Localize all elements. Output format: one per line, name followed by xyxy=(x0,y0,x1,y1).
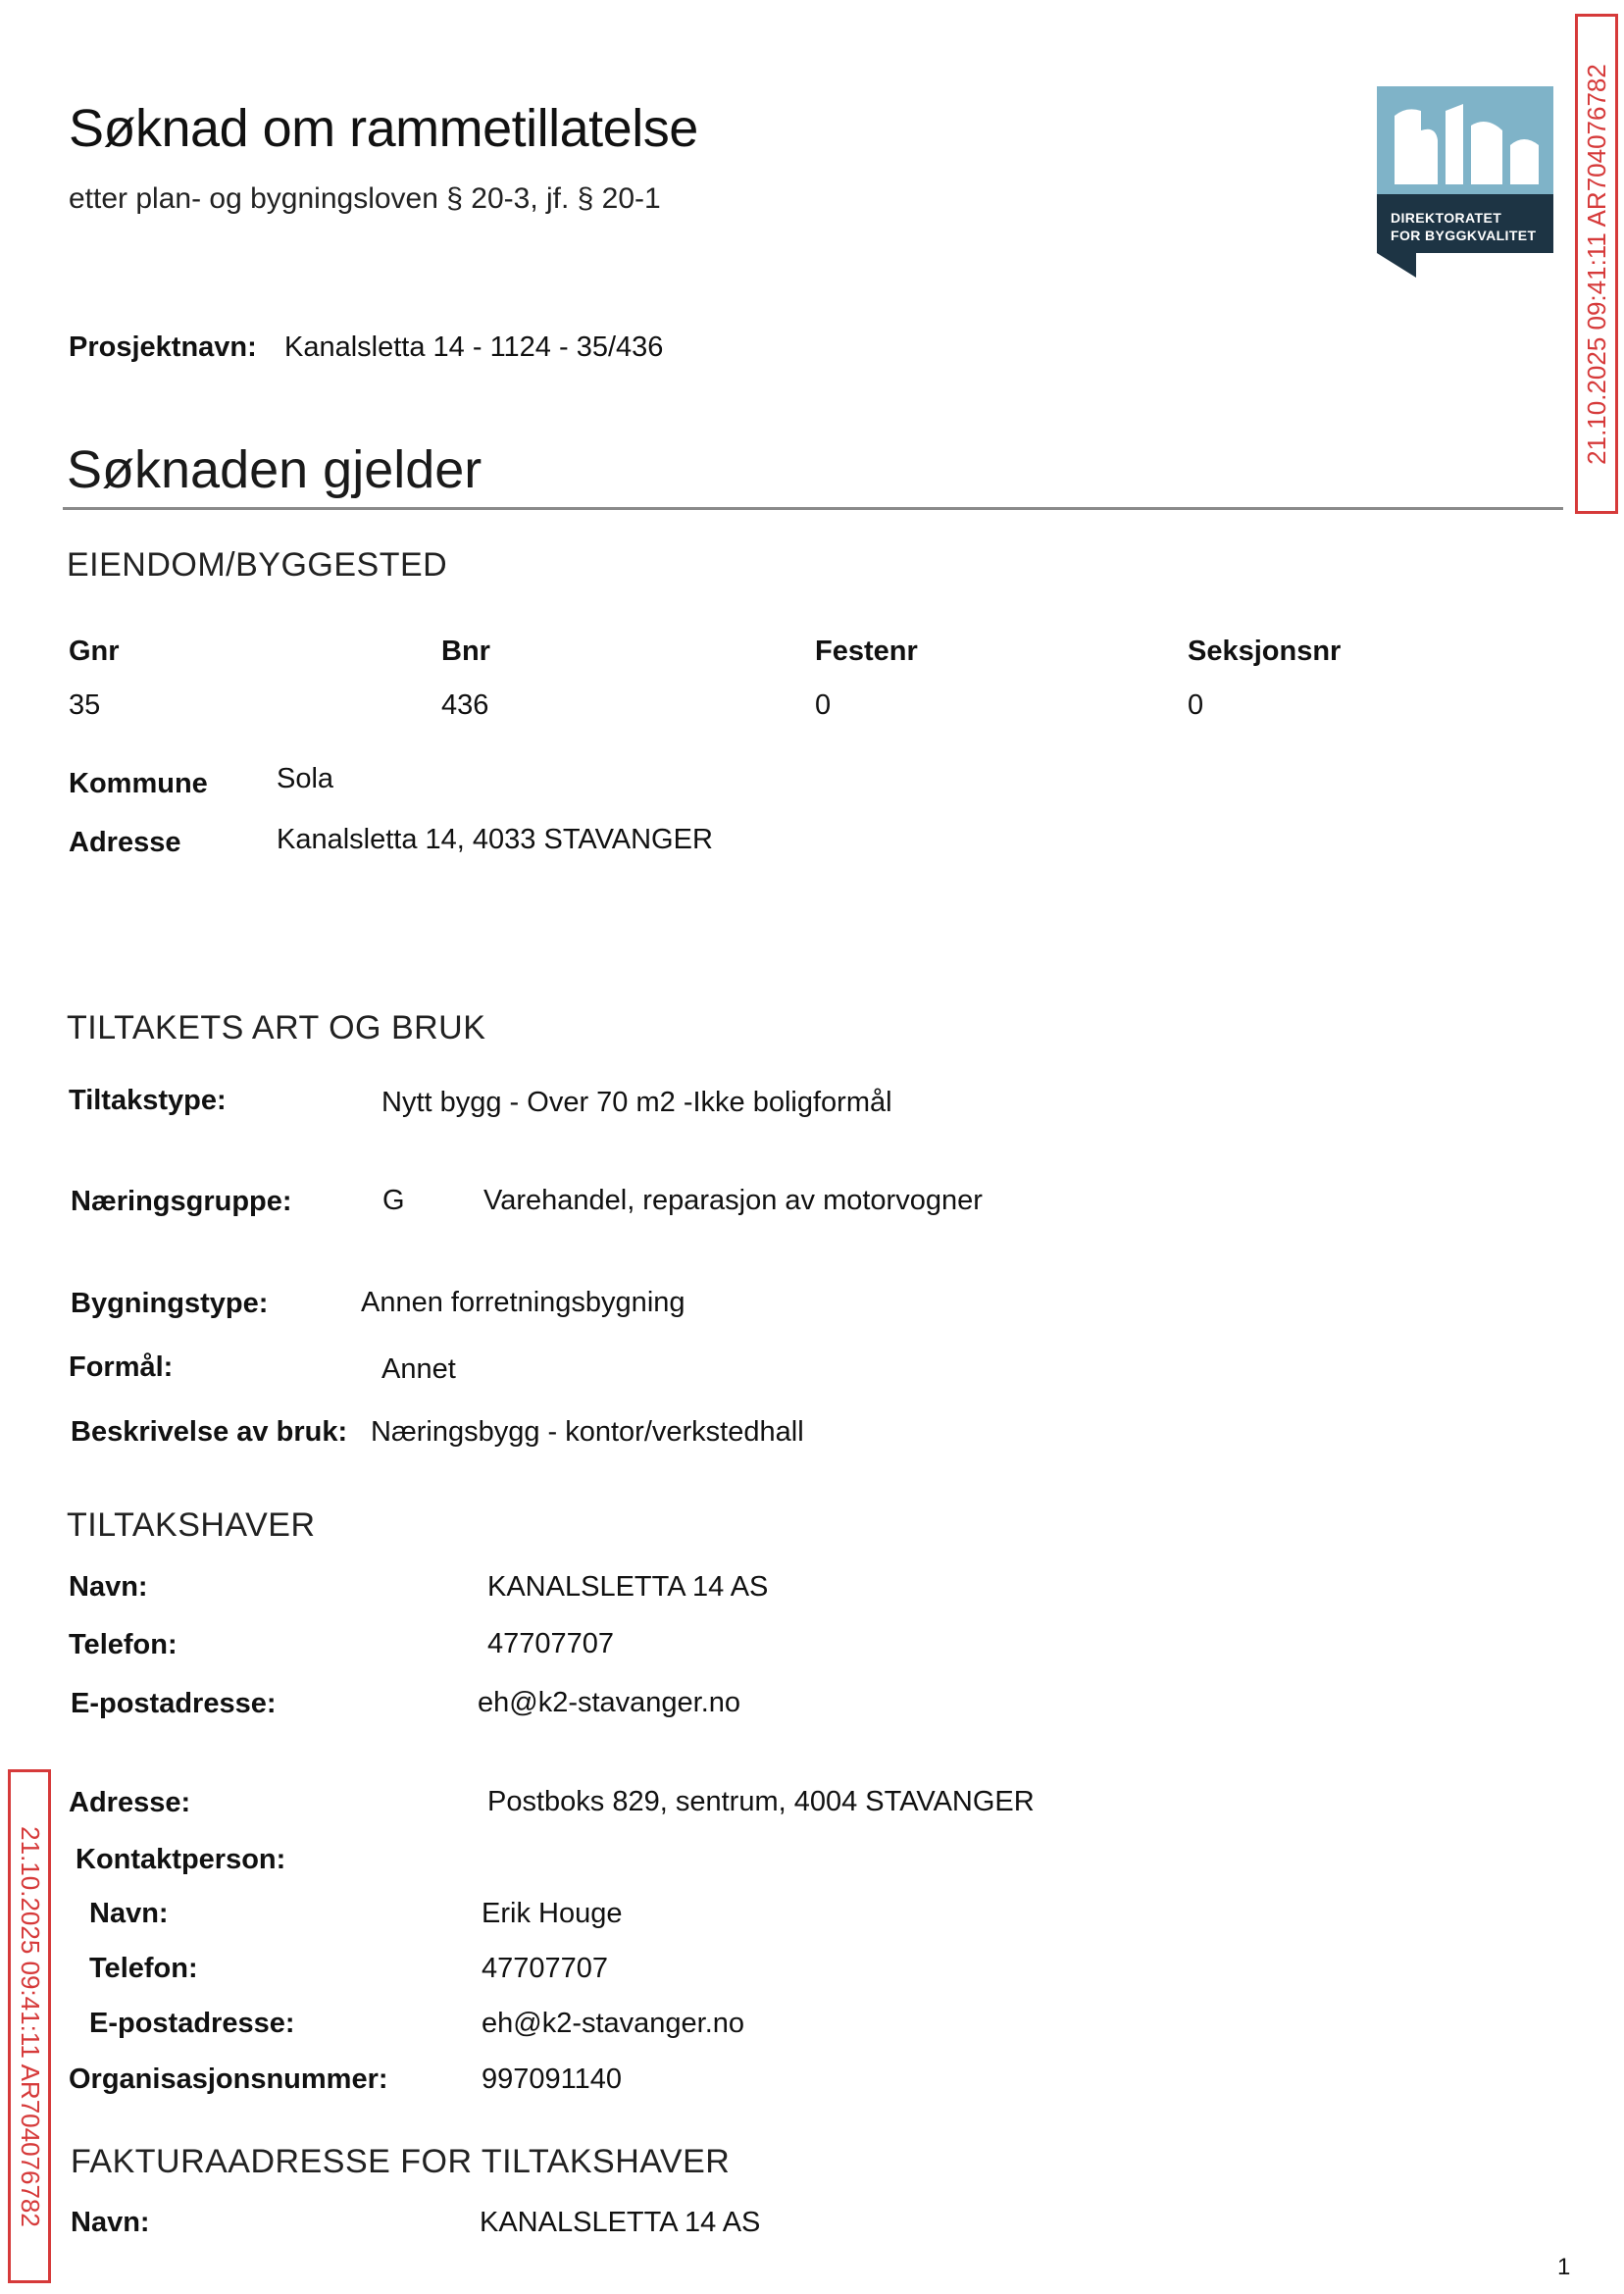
faktura-navn-value: KANALSLETTA 14 AS xyxy=(480,2207,761,2238)
bygningstype-label: Bygningstype: xyxy=(71,1288,269,1319)
tiltakstype-value: Nytt bygg - Over 70 m2 -Ikke boligformål xyxy=(381,1087,892,1118)
formal-label: Formål: xyxy=(69,1351,174,1383)
kontaktperson-label: Kontaktperson: xyxy=(76,1844,286,1875)
adresse-value: Kanalsletta 14, 4033 STAVANGER xyxy=(277,824,713,855)
document-subtitle: etter plan- og bygningsloven § 20-3, jf. § 20-1 xyxy=(69,182,661,215)
naeringsgruppe-code: G xyxy=(382,1185,405,1216)
dibk-logo-icon xyxy=(1377,86,1553,278)
kontaktperson-telefon-label: Telefon: xyxy=(89,1953,198,1984)
page-number: 1 xyxy=(1557,2254,1571,2280)
festenr-value: 0 xyxy=(815,689,832,721)
tiltak-heading: TILTAKETS ART OG BRUK xyxy=(67,1009,486,1046)
kontaktperson-epost-label: E-postadresse: xyxy=(89,2008,295,2039)
tiltakshaver-adresse-value: Postboks 829, sentrum, 4004 STAVANGER xyxy=(487,1786,1035,1817)
naeringsgruppe-label: Næringsgruppe: xyxy=(71,1186,292,1217)
logo-text-line2: FOR BYGGKVALITET xyxy=(1391,228,1537,243)
timestamp-stamp-right xyxy=(1575,14,1618,514)
tiltakshaver-epost-label: E-postadresse: xyxy=(71,1688,277,1719)
kontaktperson-telefon-value: 47707707 xyxy=(482,1953,609,1984)
project-name-value: Kanalsletta 14 - 1124 - 35/436 xyxy=(284,331,664,363)
timestamp-stamp-left xyxy=(8,1769,51,2283)
tiltakshaver-epost-value: eh@k2-stavanger.no xyxy=(478,1687,741,1718)
section-divider xyxy=(63,507,1563,510)
beskrivelse-av-bruk-label: Beskrivelse av bruk: xyxy=(71,1416,348,1448)
formal-value: Annet xyxy=(381,1353,456,1385)
document-title: Søknad om rammetillatelse xyxy=(69,99,698,158)
adresse-label: Adresse xyxy=(69,827,181,858)
stamp-text: 21.10.2025 09:41:11 AR704076782 xyxy=(1581,63,1611,465)
kontaktperson-epost-value: eh@k2-stavanger.no xyxy=(482,2008,745,2039)
naeringsgruppe-value: Varehandel, reparasjon av motorvogner xyxy=(483,1185,983,1216)
beskrivelse-av-bruk-value: Næringsbygg - kontor/verkstedhall xyxy=(371,1416,804,1448)
tiltakshaver-heading: TILTAKSHAVER xyxy=(67,1506,316,1544)
tiltakstype-label: Tiltakstype: xyxy=(69,1085,227,1116)
tiltakshaver-navn-label: Navn: xyxy=(69,1571,148,1603)
bygningstype-value: Annen forretningsbygning xyxy=(361,1287,685,1318)
seksjonsnr-label: Seksjonsnr xyxy=(1188,636,1342,667)
organisasjonsnummer-label: Organisasjonsnummer: xyxy=(69,2064,388,2095)
bnr-label: Bnr xyxy=(441,636,490,667)
tiltakshaver-telefon-label: Telefon: xyxy=(69,1629,178,1660)
kontaktperson-navn-label: Navn: xyxy=(89,1898,169,1929)
tiltakshaver-navn-value: KANALSLETTA 14 AS xyxy=(487,1571,769,1603)
gnr-label: Gnr xyxy=(69,636,120,667)
tiltakshaver-telefon-value: 47707707 xyxy=(487,1628,615,1659)
stamp-text: 21.10.2025 09:41:11 AR704076782 xyxy=(15,1825,45,2227)
bnr-value: 436 xyxy=(441,689,489,721)
logo-text-line1: DIREKTORATET xyxy=(1391,210,1502,226)
kontaktperson-navn-value: Erik Houge xyxy=(482,1898,623,1929)
faktura-navn-label: Navn: xyxy=(71,2207,150,2238)
gnr-value: 35 xyxy=(69,689,101,721)
tiltakshaver-adresse-label: Adresse: xyxy=(69,1787,191,1818)
kommune-label: Kommune xyxy=(69,768,208,799)
organisasjonsnummer-value: 997091140 xyxy=(482,2064,623,2095)
kommune-value: Sola xyxy=(277,763,334,794)
eiendom-heading: EIENDOM/BYGGESTED xyxy=(67,546,448,584)
seksjonsnr-value: 0 xyxy=(1188,689,1204,721)
festenr-label: Festenr xyxy=(815,636,918,667)
section-title: Søknaden gjelder xyxy=(67,440,482,499)
fakturaadresse-heading: FAKTURAADRESSE FOR TILTAKSHAVER xyxy=(71,2143,731,2180)
project-name-label: Prosjektnavn: xyxy=(69,331,257,363)
